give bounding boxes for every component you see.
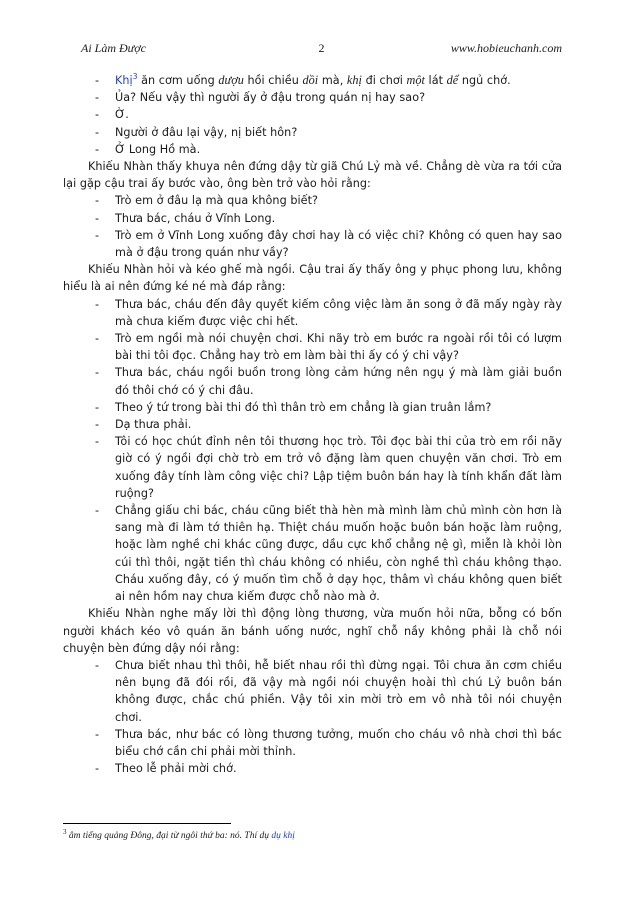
footnote-ref[interactable]: 3 [132,72,138,81]
dialogue-line: - Theo ý tứ trong bài thi đó thì thân trò em chẳng là gian truân lắm? [63,399,562,416]
narrative-paragraph: Khiếu Nhàn nghe mấy lời thì động lòng thương, vừa muốn hỏi nữa, bỗng có bốn người khách kéo vô quán ăn bánh uống nước, nghĩ chỗ nầy không phải là chỗ nói chuyện bèn đứng dậy nói rằng: [63,607,562,655]
dialogue-line: - Chẳng giấu chi bác, cháu cũng biết thà hèn mà mình làm chủ mình còn hơn là sang mà đi làm tớ thiên hạ. Thiệt cháu muốn hoặc buôn bán hoặc làm ruộng, hoặc làm nghề chi khác cũng được, dầu cực khổ chẳng nệ gì, miễn là khỏi lòn cúi thì thôi, ngặt tiền thì cháu không có nhiều, còn nghề thì cháu không thạo. Cháu xuống đây, có ý muốn tìm chỗ ở dạy học, thâm vì cháu không quen biết ai nên hồm nay chưa kiếm được chỗ nào mà ở. [63,502,562,605]
footnote-example-link[interactable]: dụ khị [271,831,295,841]
footnote [63,830,562,843]
dialogue-line: - Tôi có học chút đỉnh nên tôi thương học trò. Tôi đọc bài thi của trò em rồi nãy giờ có ý ngồi đợi chờ trò em trở vô đặng làm quen chuyện văn chơi. Trò em xuống đây tính làm công việc chi? Lập tiệm buôn bán hay là tính khẩn đất làm ruộng? [63,433,562,502]
footnote-divider [63,823,231,824]
footnote-number: 3 [63,828,67,836]
page-body [63,72,562,777]
dialogue-line: - Thưa bác, cháu ngồi buồn trong lòng cảm hứng nên ngụ ý mà làm giải buồn đó thôi chớ có ý chi đâu. [63,364,562,398]
dialogue-line: - Thưa bác, như bác có lòng thương tưởng, muốn cho cháu vô nhà chơi thì bác biểu chớ cần chi phải mời thỉnh. [63,726,562,760]
website-url[interactable]: www.hobieuchanh.com [450,41,562,55]
dialogue-line: - Khị$^3$ ăn cơm uống dượu hồi chiều dồi mà, khị đi chơi một lát dể ngủ chớ. [63,72,562,89]
footnote-term[interactable]: Khị [115,74,133,87]
dialogue-line: - Ủa? Nếu vậy thì người ấy ở đậu trong quán nị hay sao? [63,89,562,106]
dialogue-line: - Ờ. [63,106,562,123]
dialogue-line: - Theo lễ phải mời chớ. [63,760,562,777]
dialogue-line: - Ở Long Hồ mà. [63,141,562,158]
narrative-paragraph: Khiếu Nhàn hỏi và kéo ghế mà ngồi. Cậu trai ấy thấy ông y phục phong lưu, không hiểu là ai nên đứng ké né mà đáp rằng: [63,263,562,294]
dialogue-line: - Chưa biết nhau thì thôi, hễ biết nhau rồi thì đừng ngại. Tôi chưa ăn cơm chiều nên bụng đã đói rồi, đã vậy mà ngồi nói chuyện hoài thì chú Lỷ buôn bán không được, chắc chú phiền. Vậy tôi xin mời trò em vô nhà tôi nói chuyện chơi. [63,657,562,726]
narrative-paragraph: Khiếu Nhàn thấy khuya nên đứng dậy từ giã Chú Lỷ mà về. Chẳng dè vừa ra tới cửa lại gặp cậu trai ấy bước vào, ông bèn trở vào hỏi rằng: [63,160,562,191]
footnote-text: âm tiếng quảng Đông, đại từ ngôi thứ ba: nó. Thí dụ [66,831,272,841]
dialogue-line: - Dạ thưa phải. [63,416,562,433]
book-title: Ai Làm Được [81,41,146,55]
dialogue-line: - Người ở đâu lại vậy, nị biết hôn? [63,124,562,141]
dialogue-line: - Trò em ở Vĩnh Long xuống đây chơi hay là có việc chi? Không có quen hay sao mà ở đậu trong quán như vầy? [63,227,562,261]
dialogue-line: - Trò em ở đâu lạ mà qua không biết? [63,192,562,209]
dialogue-line: - Thưa bác, cháu ở Vĩnh Long. [63,210,562,227]
dialogue-line: - Trò em ngồi mà nói chuyện chơi. Khi nãy trò em bước ra ngoài rồi tôi có lượm bài thi tôi đọc. Chẳng hay trò em làm bài thi ấy có ý chi vậy? [63,330,562,364]
dialogue-line: - Thưa bác, cháu đến đây quyết kiếm công việc làm ăn song ở đã mấy ngày rày mà chưa kiếm được việc chi hết. [63,296,562,330]
page-number: 2 [318,41,325,55]
page-header [81,40,562,56]
